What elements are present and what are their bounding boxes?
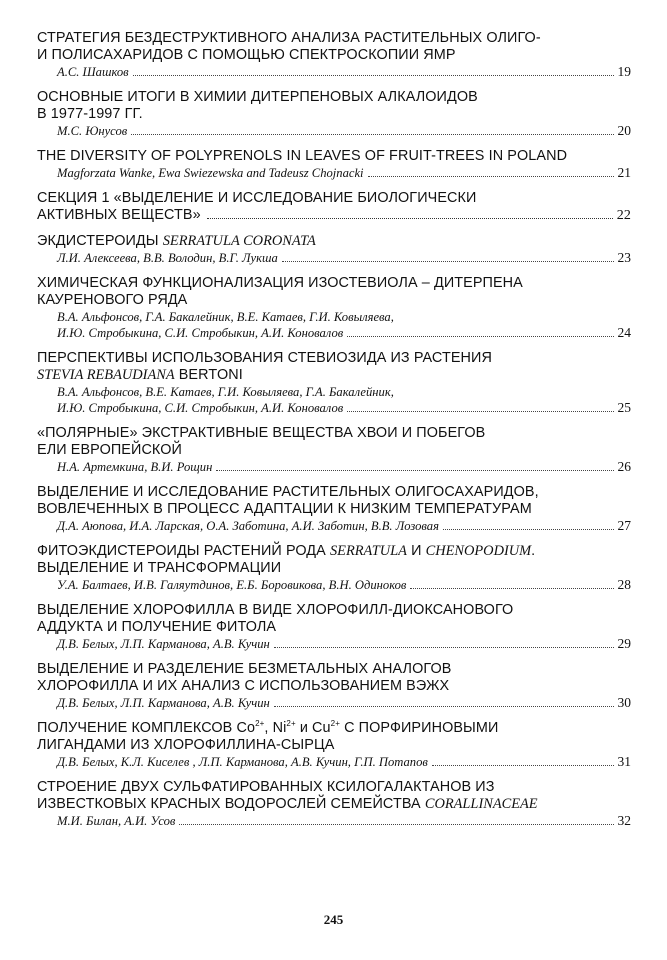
title-line: ЛИГАНДАМИ ИЗ ХЛОРОФИЛЛИНА-СЫРЦА [37, 737, 335, 753]
authors-line [37, 518, 631, 534]
title-text: АКТИВНЫХ ВЕЩЕСТВ» [37, 207, 201, 223]
page-number: 19 [617, 64, 631, 79]
authors: В.А. Альфонсов, В.Е. Катаев, Г.И. Ковыляева, Г.А. Бакалейник, [57, 385, 394, 399]
authors-line [37, 813, 631, 829]
title-line: «ПОЛЯРНЫЕ» ЭКСТРАКТИВНЫЕ ВЕЩЕСТВА ХВОИ И ПОБЕГОВ [37, 425, 486, 441]
authors-line [37, 695, 631, 711]
entry-title [37, 350, 631, 384]
entry-title [37, 275, 631, 309]
toc-entry [37, 720, 631, 770]
toc-entry [37, 425, 631, 475]
authors: М.С. Юнусов [57, 124, 128, 138]
title-line: ЕЛИ ЕВРОПЕЙСКОЙ [37, 442, 182, 458]
authors: У.А. Балтаев, И.В. Галяутдинов, Е.Б. Боровикова, В.Н. Одиноков [57, 578, 407, 592]
toc-entry [37, 779, 631, 829]
authors: Magforzata Wanke, Ewa Swiezewska and Tadeusz Chojnacki [57, 166, 364, 180]
authors: Д.В. Белых, К.Л. Киселев , Л.П. Карманова, А.В. Кучин, Г.П. Потапов [57, 755, 428, 769]
page-number: 32 [617, 813, 631, 828]
entry-title [37, 148, 631, 165]
title-line [37, 543, 631, 560]
dot-leader [432, 765, 614, 766]
authors-line [37, 400, 631, 416]
authors: Д.В. Белых, Л.П. Карманова, А.В. Кучин [57, 696, 270, 710]
title-line: ПЕРСПЕКТИВЫ ИСПОЛЬЗОВАНИЯ СТЕВИОЗИДА ИЗ РАСТЕНИЯ [37, 350, 492, 366]
page-number: 23 [617, 250, 631, 265]
superscript: 2+ [286, 719, 296, 729]
authors-line [37, 325, 631, 341]
dot-leader [368, 176, 614, 177]
page-number: 26 [617, 459, 631, 474]
authors: Д.А. Аюпова, И.А. Ларская, О.А. Заботина, А.И. Заботин, В.В. Лозовая [57, 519, 439, 533]
title-line: В 1977-1997 ГГ. [37, 106, 143, 122]
page-number: 31 [617, 754, 631, 769]
toc-entry [37, 233, 631, 266]
title-line: ВЫДЕЛЕНИЕ ХЛОРОФИЛЛА В ВИДЕ ХЛОРОФИЛЛ-ДИОКСАНОВОГО [37, 602, 514, 618]
superscript: 2+ [330, 719, 340, 729]
entry-title [37, 190, 631, 224]
entry-title [37, 89, 631, 123]
entry-title [37, 543, 631, 577]
title-line: ВЫДЕЛЕНИЕ И ИССЛЕДОВАНИЕ РАСТИТЕЛЬНЫХ ОЛИГОСАХАРИДОВ, [37, 484, 539, 500]
toc-entry [37, 350, 631, 416]
dot-leader [131, 134, 613, 135]
entry-title [37, 720, 631, 754]
authors: Д.В. Белых, Л.П. Карманова, А.В. Кучин [57, 637, 270, 651]
title-line [37, 796, 631, 813]
title-italic: CHENOPODIUM [425, 543, 532, 559]
page-number: 30 [617, 695, 631, 710]
title-line: СТРОЕНИЕ ДВУХ СУЛЬФАТИРОВАННЫХ КСИЛОГАЛАКТАНОВ ИЗ [37, 779, 495, 795]
authors-line [37, 165, 631, 181]
table-of-contents [37, 30, 631, 838]
authors-line [37, 250, 631, 266]
dot-leader [207, 218, 613, 219]
page-number: 24 [617, 325, 631, 340]
page-number: 21 [617, 165, 631, 180]
title-line: ВЫДЕЛЕНИЕ И ТРАНСФОРМАЦИИ [37, 560, 282, 576]
toc-entry [37, 275, 631, 341]
dot-leader [347, 336, 613, 337]
entry-title [37, 425, 631, 459]
authors-line [37, 123, 631, 139]
title-text: ФИТОЭКДИСТЕРОИДЫ РАСТЕНИЙ РОДА [37, 543, 330, 559]
title-line: И ПОЛИСАХАРИДОВ С ПОМОЩЬЮ СПЕКТРОСКОПИИ ЯМР [37, 47, 456, 63]
title-italic: SERRATULA [329, 543, 407, 559]
toc-entry [37, 602, 631, 652]
title-line: ХИМИЧЕСКАЯ ФУНКЦИОНАЛИЗАЦИЯ ИЗОСТЕВИОЛА – ДИТЕРПЕНА [37, 275, 523, 291]
toc-entry [37, 30, 631, 80]
title-line: THE DIVERSITY OF POLYPRENOLS IN LEAVES OF FRUIT-TREES IN POLAND [37, 148, 568, 164]
page-number: 28 [617, 577, 631, 592]
dot-leader [274, 647, 614, 648]
title-text: ЭКДИСТЕРОИДЫ [37, 233, 163, 249]
title-line: ХЛОРОФИЛЛА И ИХ АНАЛИЗ С ИСПОЛЬЗОВАНИЕМ ВЭЖХ [37, 678, 450, 694]
title-line: СТРАТЕГИЯ БЕЗДЕСТРУКТИВНОГО АНАЛИЗА РАСТИТЕЛЬНЫХ ОЛИГО- [37, 30, 541, 46]
authors-line [37, 64, 631, 80]
authors-line [37, 636, 631, 652]
title-text: BERTONI [174, 367, 243, 383]
page-number: 22 [616, 208, 631, 223]
toc-entry [37, 661, 631, 711]
title-line [37, 367, 631, 384]
title-line: ВОВЛЕЧЕННЫХ В ПРОЦЕСС АДАПТАЦИИ К НИЗКИМ ТЕМПЕРАТУРАМ [37, 501, 532, 517]
authors: И.Ю. Стробыкина, С.И. Стробыкин, А.И. Коновалов [57, 401, 344, 415]
page-number: 27 [617, 518, 631, 533]
entry-title [37, 779, 631, 813]
title-italic: CORALLINACEAE [424, 796, 538, 812]
toc-entry [37, 190, 631, 224]
toc-entry [37, 543, 631, 593]
title-line [37, 233, 631, 250]
title-text: С ПОРФИРИНОВЫМИ [339, 720, 499, 736]
dot-leader [347, 411, 613, 412]
toc-entry [37, 484, 631, 534]
dot-leader [443, 529, 614, 530]
dot-leader [274, 706, 614, 707]
authors: Л.И. Алексеева, В.В. Володин, В.Г. Лукша [57, 251, 278, 265]
entry-title [37, 233, 631, 250]
title-italic: SERRATULA CORONATA [162, 233, 316, 249]
page-number: 20 [617, 123, 631, 138]
title-line: ОСНОВНЫЕ ИТОГИ В ХИМИИ ДИТЕРПЕНОВЫХ АЛКАЛОИДОВ [37, 89, 478, 105]
authors-line [37, 459, 631, 475]
toc-entry [37, 89, 631, 139]
page-number: 29 [617, 636, 631, 651]
entry-title [37, 602, 631, 636]
dot-leader [410, 588, 613, 589]
title-italic: STEVIA REBAUDIANA [37, 367, 175, 383]
title-text: , Ni [264, 720, 287, 736]
title-line: ВЫДЕЛЕНИЕ И РАЗДЕЛЕНИЕ БЕЗМЕТАЛЬНЫХ АНАЛОГОВ [37, 661, 452, 677]
dot-leader [216, 470, 613, 471]
entry-title [37, 484, 631, 518]
superscript: 2+ [255, 719, 265, 729]
dot-leader [179, 824, 613, 825]
title-text: ПОЛУЧЕНИЕ КОМПЛЕКСОВ Co [37, 720, 256, 736]
authors: В.А. Альфонсов, Г.А. Бакалейник, В.Е. Катаев, Г.И. Ковыляева, [57, 310, 394, 324]
entry-title [37, 661, 631, 695]
dot-leader [133, 75, 614, 76]
authors: А.С. Шашков [57, 65, 129, 79]
title-line [37, 207, 631, 224]
title-text: . [531, 543, 536, 559]
title-line: КАУРЕНОВОГО РЯДА [37, 292, 188, 308]
page-number: 25 [617, 400, 631, 415]
authors: Н.А. Артемкина, В.И. Рощин [57, 460, 213, 474]
title-text: ИЗВЕСТКОВЫХ КРАСНЫХ ВОДОРОСЛЕЙ СЕМЕЙСТВА [37, 796, 425, 812]
toc-entry [37, 148, 631, 181]
entry-title [37, 30, 631, 64]
title-line [37, 720, 631, 737]
title-line: СЕКЦИЯ 1 «ВЫДЕЛЕНИЕ И ИССЛЕДОВАНИЕ БИОЛОГИЧЕСКИ [37, 190, 477, 206]
authors-line [37, 577, 631, 593]
dot-leader [282, 261, 614, 262]
page-footer-number: 245 [323, 912, 344, 927]
authors: И.Ю. Стробыкина, С.И. Стробыкин, А.И. Коновалов [57, 326, 344, 340]
authors: М.И. Билан, А.И. Усов [57, 814, 176, 828]
authors-line [37, 754, 631, 770]
title-text: и Cu [295, 720, 331, 736]
title-text: И [406, 543, 426, 559]
title-line: АДДУКТА И ПОЛУЧЕНИЕ ФИТОЛА [37, 619, 277, 635]
